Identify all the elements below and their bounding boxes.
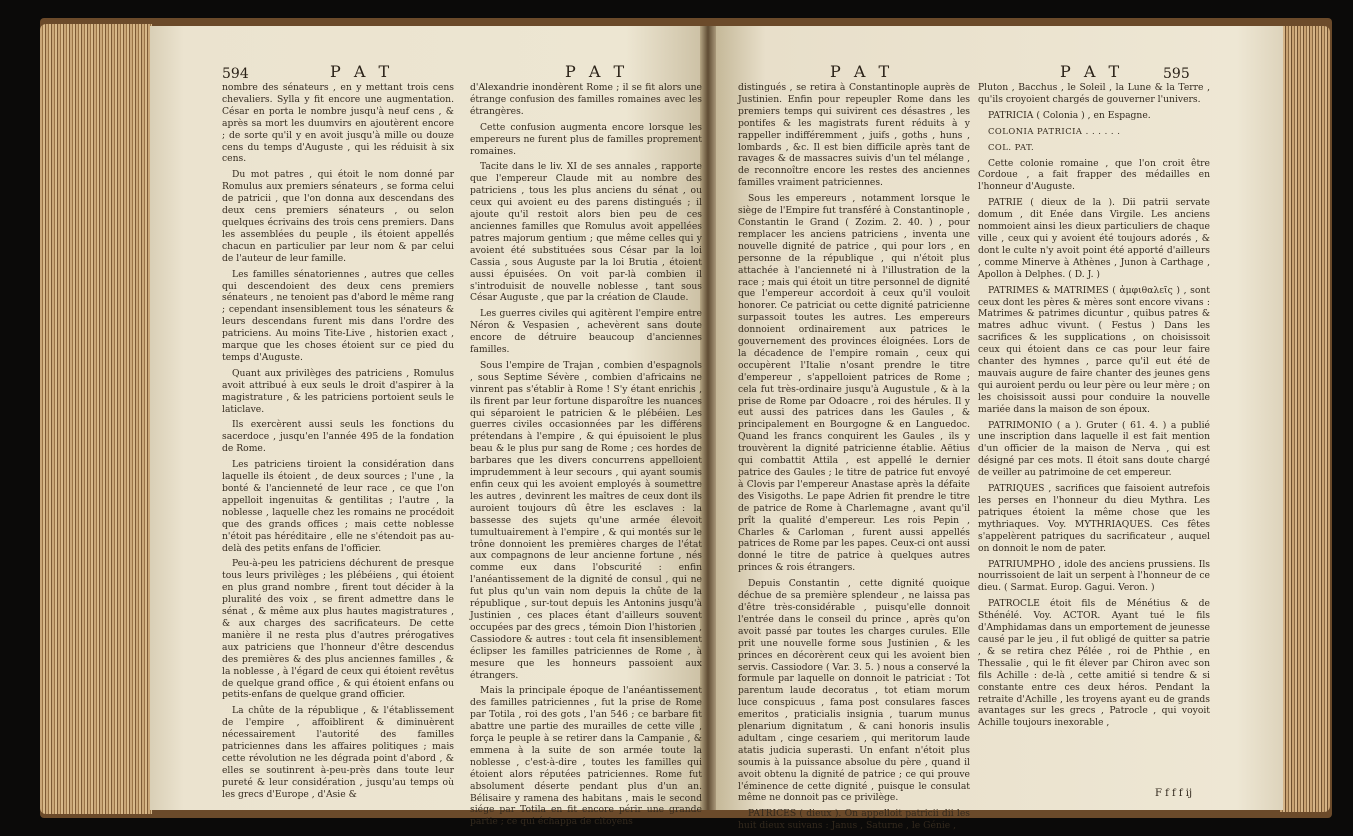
paragraph: PATRIE ( dieux de la ). Dii patrii servate domum , dit Enée dans Virgile. Les anciens nommoient ainsi les dieux particuliers de chaque ville , ceux qui y avoient été toujours adorés , & dont le culte n'y avoit point été apporté d'ailleurs , comme Minerve à Athènes , Junon à Carthage , Apollon à Delphes. ( D. J. ) [978, 197, 1210, 280]
entry-heading: PATRICIA ( Colonia ) , en Espagne. [988, 109, 1151, 121]
paragraph: PATRICES ( dieux ). On appelloit patricii dii les huit dieux suivans : Janus , Saturne , le Génie , [738, 808, 970, 832]
left-page-column-1 [222, 82, 454, 802]
paragraph: Sous l'empire de Trajan , combien d'espagnols , sous Septime Sévère , combien d'africains ne vinrent pas s'établir à Rome ! S'y étant enrichis , ils firent par leur fortune disparoître les nuances qui séparoient le patricien & le plébéien. Les guerres civiles occasionnées par les différens prétendans à l'empire , & qui épuisoient le plus beau & le plus pur sang de Rome ; ces hordes de barbares que les divers concurrens appelloient imprudemment à leur secours , qui ayant soumis enfin ceux qui les avoient employés à soumettre les autres , devinrent les maîtres de ceux dont ils auroient toujours dû être les esclaves : la bassesse des sujets qu'une armée élevoit tumultuairement à l'empire , & qui montés sur le trône donnoient les premières charges de l'état aux compagnons de leur ancienne fortune , nés comme eux dans l'obscurité : enfin l'anéantissement de la dignité de consul , qui ne fut plus qu'un vain nom depuis la chûte de la république , sur-tout depuis les Antonins jusqu'à Justinien , ces places étant d'ailleurs souvent occupées par des grecs , témoin Dion l'historien , Cassiodore & autres : tout cela fit insensiblement éclipser les familles patriciennes de Rome , à mesure que les honneurs passoient aux étrangers. [470, 359, 702, 681]
paragraph: Les guerres civiles qui agitèrent l'empire entre Néron & Vespasien , achevèrent sans doute encore de détruire beaucoup d'anciennes familles. [470, 308, 702, 356]
signature-mark: F f f f ij [1155, 788, 1193, 799]
right-page-column-1 [738, 82, 970, 832]
coin-legend: COL. PAT. [988, 141, 1035, 152]
paragraph: Quant aux privilèges des patriciens , Romulus avoit attribué à eux seuls le droit d'aspirer à la magistrature , & les patriciens portoient seuls le laticlave. [222, 367, 454, 415]
paragraph: Du mot patres , qui étoit le nom donné par Romulus aux premiers sénateurs , se forma celui de patricii , que l'on donna aux descendans des deux cens premiers sénateurs , ou selon quelques écrivains des trois cens premiers. Dans les assemblées du peuple , ils étoient appellés chacun en particulier par leur nom & par celui de l'auteur de leur famille. [222, 169, 454, 264]
paragraph: nombre des sénateurs , en y mettant trois cens chevaliers. Sylla y fit encore une augmentation. César en porta le nombre jusqu'à neuf cens , & après sa mort les duumvirs en ajoutèrent encore ; de sorte qu'il y en avoit jusqu'à mille ou douze cens du temps d'Auguste , qui les réduisit à six cens. [222, 82, 454, 165]
paragraph: Depuis Constantin , cette dignité quoique déchue de sa première splendeur , ne laissa pas d'être très-considérable , puisqu'elle donnoit l'entrée dans le conseil du prince , après qu'on avoit passé par toutes les charges curules. Elle prit une nouvelle forme sous Justinien , & les princes en décorèrent ceux qui les avoient bien servis. Cassiodore ( Var. 3. 5. ) nous a conservé la formule par laquelle on donnoit le patriciat : Tot parentum laude decoratus , tot etiam morum luce conspicuus , fama post consulares fasces emeritos , praticialis insignia , tuarum munus plenarium dignitatum , & cani honoris insulis adultam , cinge cesariem , qui meritorum laude atatis judicia superasti. Un enfant n'étoit plus soumis à la puissance absolue du père , quand il avoit obtenu la dignité de patrice ; ce qui prouve l'éminence de cette dignité , puisque le consulat même ne donnoit pas ce privilège. [738, 578, 970, 804]
right-header-left: P A T [830, 62, 894, 81]
left-page-edges [40, 24, 152, 814]
paragraph: Tacite dans le liv. XI de ses annales , rapporte que l'empereur Claude mit au nombre des patriciens , tous les plus anciens du sénat , ou ceux qui avoient eu des parens distingués ; il ajoute qu'il restoit alors bien peu de ces anciennes familles que Romulus avoit appellées patres majorum gentium ; que même celles qui y avoient été substituées sous César par la loi Cassia , sous Auguste par la loi Brutia , étoient aussi épuisées. On voit par-là combien il s'introduisit de nouvelle noblesse , tant sous César Auguste , que par la création de Claude. [470, 161, 702, 304]
paragraph: Sous les empereurs , notamment lorsque le siège de l'Empire fut transféré à Constantinople , Constantin le Grand ( Zozim. 2. 40. ) , pour remplacer les anciens patriciens , inventa une nouvelle dignité de patrice , qui pour lors , en personne de la république , qui n'étoit plus attachée à l'ancienneté ni à l'illustration de la race ; mais qui étoit un titre personnel de dignité que l'empereur accordoit à ceux qu'il vouloit honorer. Ce patriciat ou cette dignité patricienne surpassoit toutes les autres. Les empereurs donnoient ordinairement aux patrices le gouvernement des provinces éloignées. Lors de la décadence de l'empire romain , ceux qui occupèrent l'Italie n'osant prendre le titre d'empereur , s'appelloient patrices de Rome ; cela fut très-ordinaire jusqu'à Augustule , & à la prise de Rome par Odoacre , roi des hérules. Il y eut aussi des patrices dans les Gaules , & principalement en Bourgogne & en Languedoc. Quand les francs conquirent les Gaules , ils y trouvèrent la dignité patricienne établie. Aëtius qui combattit Attila , est appellé le dernier patrice des Gaules ; le titre de patrice fut envoyé à Clovis par l'empereur Anastase après la défaite des Visigoths. Le pape Adrien fit prendre le titre de patrice de Rome à Charlemagne , avant qu'il prît la qualité d'empereur. Les rois Pepin , Charles & Carloman , furent aussi appellés patrices de Rome par les papes. Ceux-ci ont aussi donné le titre de patrice à quelques autres princes & rois étrangers. [738, 193, 970, 574]
paragraph: PATRIQUES , sacrifices que faisoient autrefois les perses en l'honneur du dieu Mythra. Les patriques étoient la même chose que les mythriaques. Voy. MYTHRIAQUES. Ces fêtes s'appelèrent patriques du sacrificateur , auquel on donnoit le nom de pater. [978, 483, 1210, 554]
book-gutter [700, 26, 716, 810]
paragraph: La chûte de la république , & l'établissement de l'empire , affoiblirent & diminuèrent nécessairement l'autorité des familles patriciennes dans les affaires politiques ; mais cette révolution ne les dégrada point d'abord , & elles se soutinrent à-peu-près dans toute leur pureté & leur considération , jusqu'au temps où les grecs d'Europe , d'Asie & [222, 705, 454, 800]
paragraph: Les patriciens tiroient la considération dans laquelle ils étoient , de deux sources ; l'une , la bonté & l'ancienneté de leur race , ce que l'on appelloit ingenuitas & gentilitas ; l'autre , la noblesse , laquelle chez les romains ne procédoit que des grands offices ; mais cette noblesse n'étoit pas héréditaire , elle ne s'étendoit pas au-delà des petits enfans de l'officier. [222, 459, 454, 554]
left-header-right: P A T [565, 62, 629, 81]
paragraph: Cette colonie romaine , que l'on croit être Cordoue , a fait frapper des médailles en l'honneur d'Auguste. [978, 157, 1210, 193]
coin-legend: COLONIA PATRICIA . . . . . . [988, 125, 1121, 136]
paragraph: PATRIMES & MATRIMES ( ἀμφιθαλεῖς ) , sont ceux dont les pères & mères sont encore vivans : Matrimes & patrimes dicuntur , quibus patres & matres adhuc vivunt. ( Festus ) Dans les sacrifices & les supplications , on choisissoit ceux qui étoient dans ce cas pour leur faire chanter des hymnes , parce qu'il eut été de mauvais augure de faire chanter des jeunes gens qui auroient perdu ou leur père ou leur mère ; on les choisissoit aussi pour conduire la nouvelle mariée dans la maison de son époux. [978, 284, 1210, 415]
paragraph: Pluton , Bacchus , le Soleil , la Lune & la Terre , qu'ils croyoient chargés de gouverner l'univers. [978, 82, 1210, 105]
paragraph: distingués , se retira à Constantinople auprès de Justinien. Enfin pour repeupler Rome dans les premiers temps qui suivirent ces désastres , les pontifes & les magistrats furent réduits à y rappeller indifféremment , juifs , goths , huns , lombards , &c. Il est bien difficile après tant de ravages & de massacres suivis d'un tel mélange , de reconnoître encore les restes des anciennes familles vraiment patriciennes. [738, 82, 970, 189]
right-page-number: 595 [1163, 66, 1190, 82]
left-page-column-2 [470, 82, 702, 828]
right-page-edges [1280, 26, 1330, 812]
left-header-left: P A T [330, 62, 394, 81]
paragraph: Les familles sénatoriennes , autres que celles qui descendoient des deux cens premiers sénateurs , ne tenoient pas d'abord le même rang ; cependant insensiblement tous les sénateurs & leurs descendans furent mis dans l'ordre des patriciens. Au moins Tite-Live , historien exact , marque que les choses étoient sur ce pied du temps d'Auguste. [222, 268, 454, 363]
paragraph: PATRIUMPHO , idole des anciens prussiens. Ils nourrissoient de lait un serpent à l'honneur de ce dieu. ( Sarmat. Europ. Gagui. Veron. ) [978, 558, 1210, 594]
paragraph: PATRIMONIO ( a ). Gruter ( 61. 4. ) a publié une inscription dans laquelle il est fait mention d'un officier de la maison de Nerva , qui est désigné par ces mots. Il étoit sans doute chargé de veiller au patrimoine de cet empereur. [978, 419, 1210, 479]
paragraph: d'Alexandrie inondèrent Rome ; il se fit alors une étrange confusion des familles romaines avec les étrangères. [470, 82, 702, 117]
paragraph: Peu-à-peu les patriciens déchurent de presque tous leurs privilèges ; les plébéiens , qui étoient en plus grand nombre , firent tout décider à la pluralité des voix , se firent admettre dans le sénat , & même aux plus hautes magistratures , & aux charges des sacrificateurs. De cette manière il ne resta plus d'autres prérogatives aux patriciens que l'honneur d'être descendus des premières & des plus anciennes familles , & la noblesse , à l'égard de ceux qui étoient revêtus de quelque grand office , & qui étoient enfans ou petits-enfans de quelque grand officier. [222, 558, 454, 701]
right-page-column-2 [978, 82, 1210, 802]
left-page-number: 594 [222, 66, 249, 82]
paragraph: Cette confusion augmenta encore lorsque les empereurs ne furent plus de familles proprement romaines. [470, 121, 702, 157]
right-header-right: P A T [1060, 62, 1124, 81]
paragraph: Ils exercèrent aussi seuls les fonctions du sacerdoce , jusqu'en l'année 495 de la fondation de Rome. [222, 419, 454, 455]
paragraph: PATROCLE étoit fils de Ménétius & de Sthénélé. Voy. ACTOR. Ayant tué le fils d'Amphidamas dans un emportement de jeunesse causé par le jeu , il fut obligé de quitter sa patrie , & se retira chez Pélée , roi de Phthie , en Thessalie , qui le fit élever par Chiron avec son fils Achille : de-là , cette amitié si tendre & si constante entre ces deux héros. Pendant la retraite d'Achille , les troyens ayant eu de grands avantages sur les grecs , Patrocle , qui voyoit Achille toujours inexorable , [978, 598, 1210, 729]
paragraph: Mais la principale époque de l'anéantissement des familles patriciennes , fut la prise de Rome par Totila , roi des gots , l'an 546 ; ce barbare fit abattre une partie des murailles de cette ville , força le peuple à se retirer dans la Campanie , & emmena à la suite de son armée toute la noblesse , c'est-à-dire , toutes les familles qui étoient alors réputées patriciennes. Rome fut absolument déserte pendant plus d'un an. Bélisaire y ramena des habitans , mais le second siége par Totila en fit encore périr une grande partie ; ce qui échappa de citoyens [470, 685, 702, 828]
